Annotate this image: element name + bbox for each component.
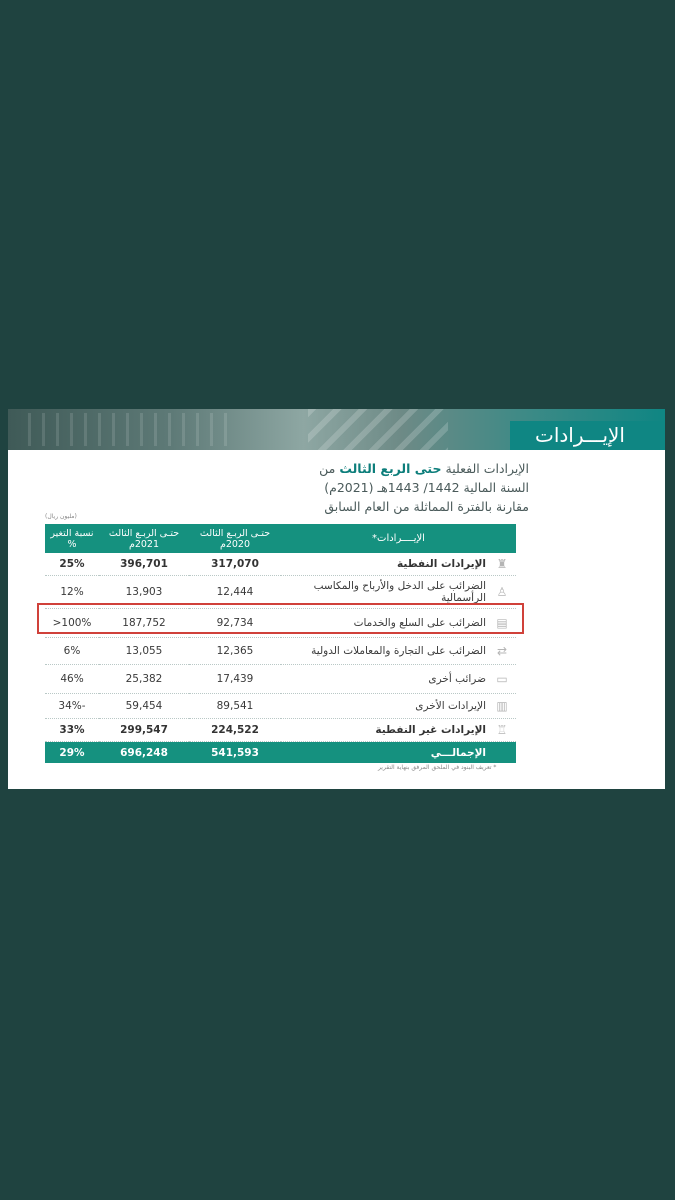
document-icon: ▤ [496, 616, 508, 630]
row-value-2021: 187,752 [99, 609, 189, 638]
trade-icon: ⇄ [496, 644, 508, 658]
header-revenue: الإيــــرادات* [281, 524, 516, 553]
table-row [45, 719, 516, 742]
row-label: الإيرادات النفطية [397, 558, 486, 570]
intro-line-1-c: من [319, 461, 336, 476]
section-banner [8, 409, 665, 450]
row-label: الضرائب على السلع والخدمات [353, 617, 486, 629]
revenue-table [45, 524, 516, 763]
row-change: 12% [45, 576, 99, 609]
row-label: الإيرادات غير النفطية [375, 724, 486, 736]
row-value-2021: 59,454 [99, 694, 189, 719]
unit-note: (مليون ريال) [45, 513, 77, 520]
row-value-2020: 12,444 [189, 576, 281, 609]
row-label: الضرائب على الدخل والأرباح والمكاسب الرأسمالية [313, 580, 486, 604]
footnote: * تعريف البنود في الملحق المرفق بنهاية التقرير [378, 764, 497, 771]
row-value-2020: 224,522 [189, 719, 281, 742]
banner-industrial-image [28, 413, 228, 446]
total-value-2021: 696,248 [99, 742, 189, 764]
intro-line-1-highlight: حتى الربع الثالث [339, 461, 442, 476]
intro-line-3: مقارنة بالفترة المماثلة من العام السابق [324, 499, 529, 514]
row-value-2021: 13,055 [99, 638, 189, 665]
table-row [45, 665, 516, 694]
row-label: الإيرادات الأخرى [415, 700, 486, 712]
row-value-2020: 17,439 [189, 665, 281, 694]
row-change: 25% [45, 553, 99, 576]
people-icon: ♙ [496, 585, 508, 599]
table-row [45, 694, 516, 719]
building-icon: ▥ [496, 699, 508, 713]
intro-line-1-a: الإيرادات الفعلية [445, 461, 529, 476]
row-change: 33% [45, 719, 99, 742]
row-change: 6% [45, 638, 99, 665]
row-label: ضرائب أخرى [428, 673, 486, 685]
total-change: 29% [45, 742, 99, 764]
monitor-icon: ▭ [496, 672, 508, 686]
highlight-annotation-box [37, 603, 524, 634]
intro-line-1 [229, 459, 529, 478]
row-value-2020: 12,365 [189, 638, 281, 665]
report-page [8, 409, 665, 789]
total-value-2020: 541,593 [189, 742, 281, 764]
intro-text [229, 459, 529, 516]
oil-derrick-icon: ♜ [496, 557, 508, 571]
banner-pipes-image [308, 409, 448, 450]
header-q3-2021: حتـى الربـع الثالث 2021م [99, 524, 189, 553]
table-row [45, 553, 516, 576]
row-value-2021: 396,701 [99, 553, 189, 576]
row-change: 100%< [45, 609, 99, 638]
table-row [45, 638, 516, 665]
row-label: الضرائب على التجارة والمعاملات الدولية [311, 645, 486, 657]
row-value-2020: 89,541 [189, 694, 281, 719]
row-change: 46% [45, 665, 99, 694]
row-value-2020: 92,734 [189, 609, 281, 638]
table-header-row [45, 524, 516, 553]
total-row [45, 742, 516, 764]
intro-line-2: السنة المالية 1442/ 1443هـ (2021م) [324, 480, 529, 495]
row-value-2021: 25,382 [99, 665, 189, 694]
row-change: -34% [45, 694, 99, 719]
factory-icon: ♖ [496, 723, 508, 737]
row-value-2021: 299,547 [99, 719, 189, 742]
section-title: الإيـــرادات [535, 423, 625, 447]
row-value-2021: 13,903 [99, 576, 189, 609]
header-change-pct: نسبة التغير % [45, 524, 99, 553]
total-label: الإجمالـــي [281, 742, 516, 764]
row-value-2020: 317,070 [189, 553, 281, 576]
header-q3-2020: حتـى الربـع الثالث 2020م [189, 524, 281, 553]
